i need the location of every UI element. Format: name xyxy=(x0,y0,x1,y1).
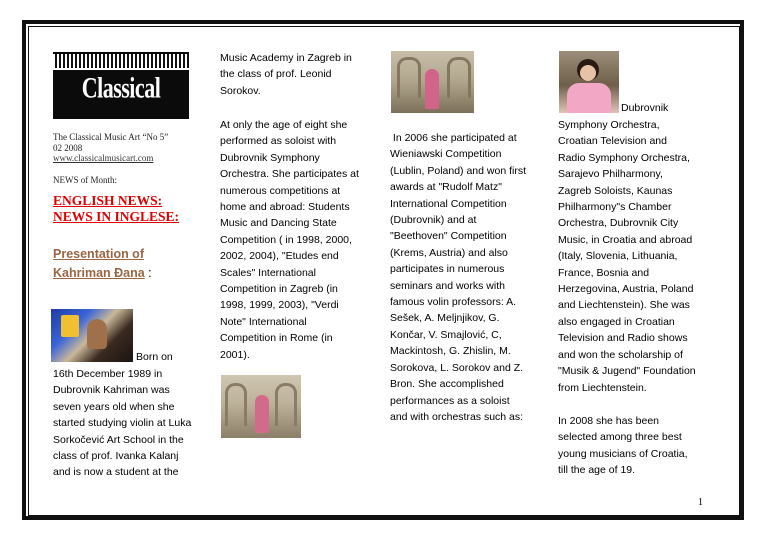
text-line: Sarajevo Philharmony, xyxy=(558,168,663,181)
text-line: 2002, 2004), "Etudes end xyxy=(220,250,339,263)
photo-detail-figure xyxy=(87,319,107,349)
presentation-heading xyxy=(53,245,152,283)
issue-date: 02 2008 xyxy=(53,142,83,153)
text-line: Croatian Television and xyxy=(558,135,667,148)
photo-detail-figure xyxy=(255,395,269,433)
text-line: Symphony Orchestra, xyxy=(558,119,660,131)
text-line: 16th December 1989 in xyxy=(53,368,163,380)
text-line: famous volin professors: A. xyxy=(390,296,517,309)
page-number: 1 xyxy=(698,497,703,508)
headline xyxy=(53,193,179,225)
text-line: (Lublin, Poland) and won first xyxy=(390,164,526,177)
text-line: Competition ( in 1998, 2000, xyxy=(220,233,352,246)
text-line: Zagreb Soloists, Kaunas xyxy=(558,184,673,197)
text-line: Mackintosh, G. Zhislin, M. xyxy=(390,345,511,358)
text-line: performances as a soloist xyxy=(390,394,510,407)
violinist-photo-3 xyxy=(391,51,474,113)
text-line: Orchestra, Dubrovnik City xyxy=(558,217,679,230)
text-line: Music Academy in Zagreb in xyxy=(220,52,352,64)
text-line: Bron. She accomplished xyxy=(390,378,504,391)
text-line: and Liechtenstein). She was xyxy=(558,299,690,312)
text-line: also engaged in Croatian xyxy=(558,315,675,328)
column-4-text-2 xyxy=(558,413,728,479)
born-on-text: Born on xyxy=(136,351,173,363)
text-line: Dubrovnik Kahriman was xyxy=(53,384,170,397)
text-line: (Italy, Slovenia, Lithuania, xyxy=(558,250,678,263)
text-line: Sešek, A. Meljnjikov, G. xyxy=(390,312,500,325)
text-line: Wieniawski Competition xyxy=(390,148,502,161)
text-line: International Competition xyxy=(390,197,507,210)
photo-detail-yellow xyxy=(61,315,79,337)
text-line: In 2008 she has been xyxy=(558,415,660,427)
text-line: Music and Dancing State xyxy=(220,217,337,230)
column-4-text xyxy=(558,117,728,396)
headline-line-1: ENGLISH NEWS: xyxy=(53,193,163,208)
text-line: Sorokov. xyxy=(220,84,261,97)
text-line: In 2006 she participated at xyxy=(390,132,517,144)
text-line: Končar, V. Smajlović, C, xyxy=(390,328,502,341)
text-line: Competition in Zagreb (in xyxy=(220,283,338,296)
column-2-top-text xyxy=(220,50,370,99)
column-3-text xyxy=(390,130,540,425)
website-link[interactable]: www.classicalmusicart.com xyxy=(53,153,154,163)
text-line: home and abroad: Students xyxy=(220,201,350,214)
text-line: selected among three best xyxy=(558,431,682,444)
text-line: from Liechtenstein. xyxy=(558,381,647,394)
photo-detail-figure xyxy=(425,69,439,109)
text-line: seminars and works with xyxy=(390,279,505,292)
classical-music-art-logo xyxy=(53,52,189,119)
text-line: (Dubrovnik) and at xyxy=(390,214,477,227)
text-line: awards at "Rudolf Matz" xyxy=(390,181,502,194)
text-line: and with orchestras such as: xyxy=(390,410,524,423)
violinist-photo-4 xyxy=(559,51,619,113)
text-line: the class of prof. Leonid xyxy=(220,68,332,81)
text-line: Herzegovina, Austria, Poland xyxy=(558,283,694,296)
headline-line-2: NEWS IN INGLESE: xyxy=(53,209,180,224)
text-line: and won the scholarship of xyxy=(558,348,683,361)
text-line: Music, in Croatia and abroad xyxy=(558,233,693,246)
text-line: young musicians of Croatia, xyxy=(558,447,688,460)
text-line: till the age of 19. xyxy=(558,464,636,477)
text-line: Dubrovnik Symphony xyxy=(220,151,320,164)
issue-title: The Classical Music Art “No 5” xyxy=(53,132,169,142)
photo-detail-arch xyxy=(225,383,247,426)
text-line: Sorkočević Art School in the xyxy=(53,433,184,446)
text-line: Television and Radio shows xyxy=(558,332,688,345)
column-2-text xyxy=(220,117,375,363)
text-line: class of prof. Ivanka Kalanj xyxy=(53,450,179,463)
column-4-first-word: Dubrovnik xyxy=(621,102,669,114)
text-line: numerous competitions at xyxy=(220,184,341,197)
text-line: performed as soloist with xyxy=(220,135,337,148)
text-line: Philharmony"s Chamber xyxy=(558,201,672,214)
text-line: participates in numerous xyxy=(390,263,505,276)
text-line: Note" International xyxy=(220,315,307,328)
photo-detail-arch xyxy=(397,57,421,98)
text-line: Radio Symphony Orchestra, xyxy=(558,151,690,164)
violinist-photo-2 xyxy=(221,375,301,438)
violinist-photo-1 xyxy=(51,309,133,362)
photo-detail-arch xyxy=(447,57,471,98)
text-line: Scales" International xyxy=(220,266,316,279)
text-line: 1998, 1999, 2003), "Verdi xyxy=(220,299,339,312)
text-line: "Beethoven" Competition xyxy=(390,230,507,243)
text-line: started studying violin at Luka xyxy=(53,417,192,430)
text-line: Competition in Rome (in xyxy=(220,332,333,345)
text-line: and is now a student at the xyxy=(53,466,179,479)
text-line: 2001). xyxy=(220,348,250,361)
text-line: France, Bosnia and xyxy=(558,266,650,279)
photo-detail-arch xyxy=(275,383,297,426)
issue-info xyxy=(53,132,203,164)
text-line: Orchestra. She participates at xyxy=(220,168,359,181)
text-line: seven years old when she xyxy=(53,400,175,413)
presentation-line-2: Kahriman Đana xyxy=(53,266,145,280)
news-of-month-label: NEWS of Month: xyxy=(53,175,117,185)
photo-detail-face xyxy=(580,65,596,81)
text-line: Sorokova, L. Sorokov and Z. xyxy=(390,361,524,374)
text-line: At only the age of eight she xyxy=(220,119,348,131)
logo-text: Classical xyxy=(81,70,161,105)
column-1-text xyxy=(53,366,203,481)
text-line: "Musik & Jugend" Foundation xyxy=(558,365,696,378)
text-line: (Krems, Austria) and also xyxy=(390,246,508,259)
photo-detail-dress xyxy=(567,83,611,113)
presentation-line-1: Presentation of xyxy=(53,247,144,261)
presentation-colon: : xyxy=(144,266,152,280)
